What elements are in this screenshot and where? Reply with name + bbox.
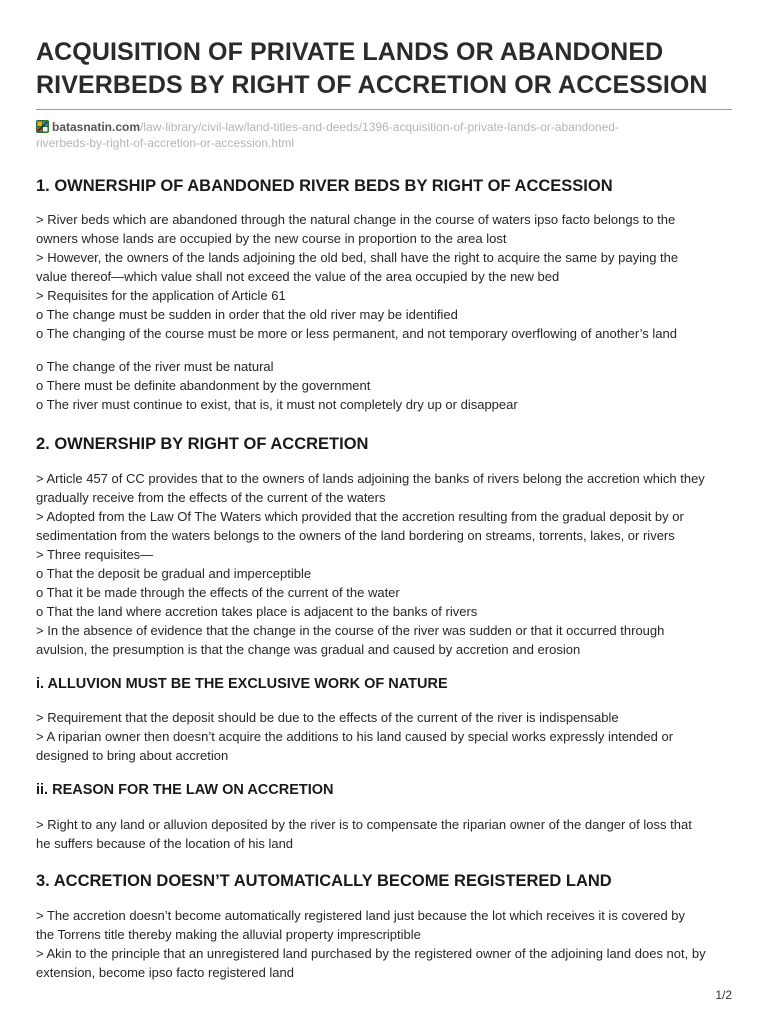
text-line: o The change of the river must be natural [36, 359, 274, 374]
title-line: ACQUISITION OF PRIVATE LANDS OR ABANDONED [36, 38, 664, 66]
subsection-heading-ii: ii. REASON FOR THE LAW ON ACCRETION [36, 782, 334, 798]
text-line: > Right to any land or alluvion deposited by the river is to compensate the riparian owner of the danger of loss that [36, 817, 692, 832]
text-line: value thereof—which value shall not exceed the value of the area occupied by the new bed [36, 269, 560, 284]
text-line: avulsion, the presumption is that the change was gradual and caused by accretion and erosion [36, 642, 581, 657]
text-line: o There must be definite abandonment by the government [36, 378, 371, 393]
text-line: the Torrens title thereby making the alluvial property imprescriptible [36, 927, 421, 942]
text-line: > However, the owners of the lands adjoining the old bed, shall have the right to acquire the same by paying the [36, 250, 679, 265]
subsection-ii-body [36, 815, 732, 853]
text-line: > Akin to the principle that an unregistered land purchased by the registered owner of the adjoining land does not, by [36, 946, 706, 961]
text-line: > Requisites for the application of Article 61 [36, 288, 286, 303]
source-path-line1: /law-library/civil-law/land-titles-and-deeds/1396-acquisition-of-private-lands-or-abandoned- [140, 120, 619, 134]
section-2-body [36, 469, 732, 659]
text-line: > Adopted from the Law Of The Waters which provided that the accretion resulting from the gradual deposit by or [36, 509, 684, 524]
text-line: gradually receive from the effects of the current of the waters [36, 490, 386, 505]
section-1-body-continued [36, 357, 732, 414]
text-line: sedimentation from the waters belongs to the owners of the land bordering on streams, torrents, lakes, or rivers [36, 528, 675, 543]
text-line: > Three requisites— [36, 547, 154, 562]
text-line: > River beds which are abandoned through the natural change in the course of waters ipso facto belongs to the [36, 212, 676, 227]
text-line: o That it be made through the effects of the current of the water [36, 585, 400, 600]
text-line: o The change must be sudden in order that the old river may be identified [36, 307, 458, 322]
source-path-line2: riverbeds-by-right-of-accretion-or-accession.html [36, 136, 295, 150]
text-line: designed to bring about accretion [36, 748, 229, 763]
title-line: RIVERBEDS BY RIGHT OF ACCRETION OR ACCESSION [36, 71, 708, 99]
page-title [36, 36, 732, 102]
text-line: > In the absence of evidence that the change in the course of the river was sudden or that it occurred through [36, 623, 665, 638]
source-url[interactable] [36, 119, 732, 151]
text-line: o That the deposit be gradual and imperceptible [36, 566, 312, 581]
text-line: o That the land where accretion takes place is adjacent to the banks of rivers [36, 604, 478, 619]
site-favicon-icon [36, 120, 49, 133]
section-heading-3: 3. ACCRETION DOESN’T AUTOMATICALLY BECOME REGISTERED LAND [36, 872, 612, 890]
text-line: > A riparian owner then doesn’t acquire the additions to his land caused by special works expressly intended or [36, 729, 674, 744]
section-3-body [36, 906, 732, 982]
text-line: > The accretion doesn’t become automatically registered land just because the lot which receives it is covered by [36, 908, 686, 923]
text-line: > Article 457 of CC provides that to the owners of lands adjoining the banks of rivers belong the accretion which they [36, 471, 705, 486]
text-line: extension, become ipso facto registered land [36, 965, 294, 980]
page-number: 1/2 [715, 988, 732, 1002]
document-page [36, 0, 732, 982]
text-line: he suffers because of the location of his land [36, 836, 294, 851]
text-line: o The river must continue to exist, that is, it must not completely dry up or disappear [36, 397, 518, 412]
text-line: o The changing of the course must be more or less permanent, and not temporary overflowing of another’s land [36, 326, 677, 341]
subsection-i-body [36, 708, 732, 765]
source-site: batasnatin.com [52, 120, 141, 134]
section-heading-1: 1. OWNERSHIP OF ABANDONED RIVER BEDS BY RIGHT OF ACCESSION [36, 177, 613, 195]
section-heading-2: 2. OWNERSHIP BY RIGHT OF ACCRETION [36, 435, 369, 453]
title-divider [36, 109, 732, 110]
subsection-heading-i: i. ALLUVION MUST BE THE EXCLUSIVE WORK OF NATURE [36, 676, 448, 692]
text-line: owners whose lands are occupied by the new course in proportion to the area lost [36, 231, 507, 246]
section-1-body [36, 210, 732, 343]
text-line: > Requirement that the deposit should be due to the effects of the current of the river is indispensable [36, 710, 619, 725]
